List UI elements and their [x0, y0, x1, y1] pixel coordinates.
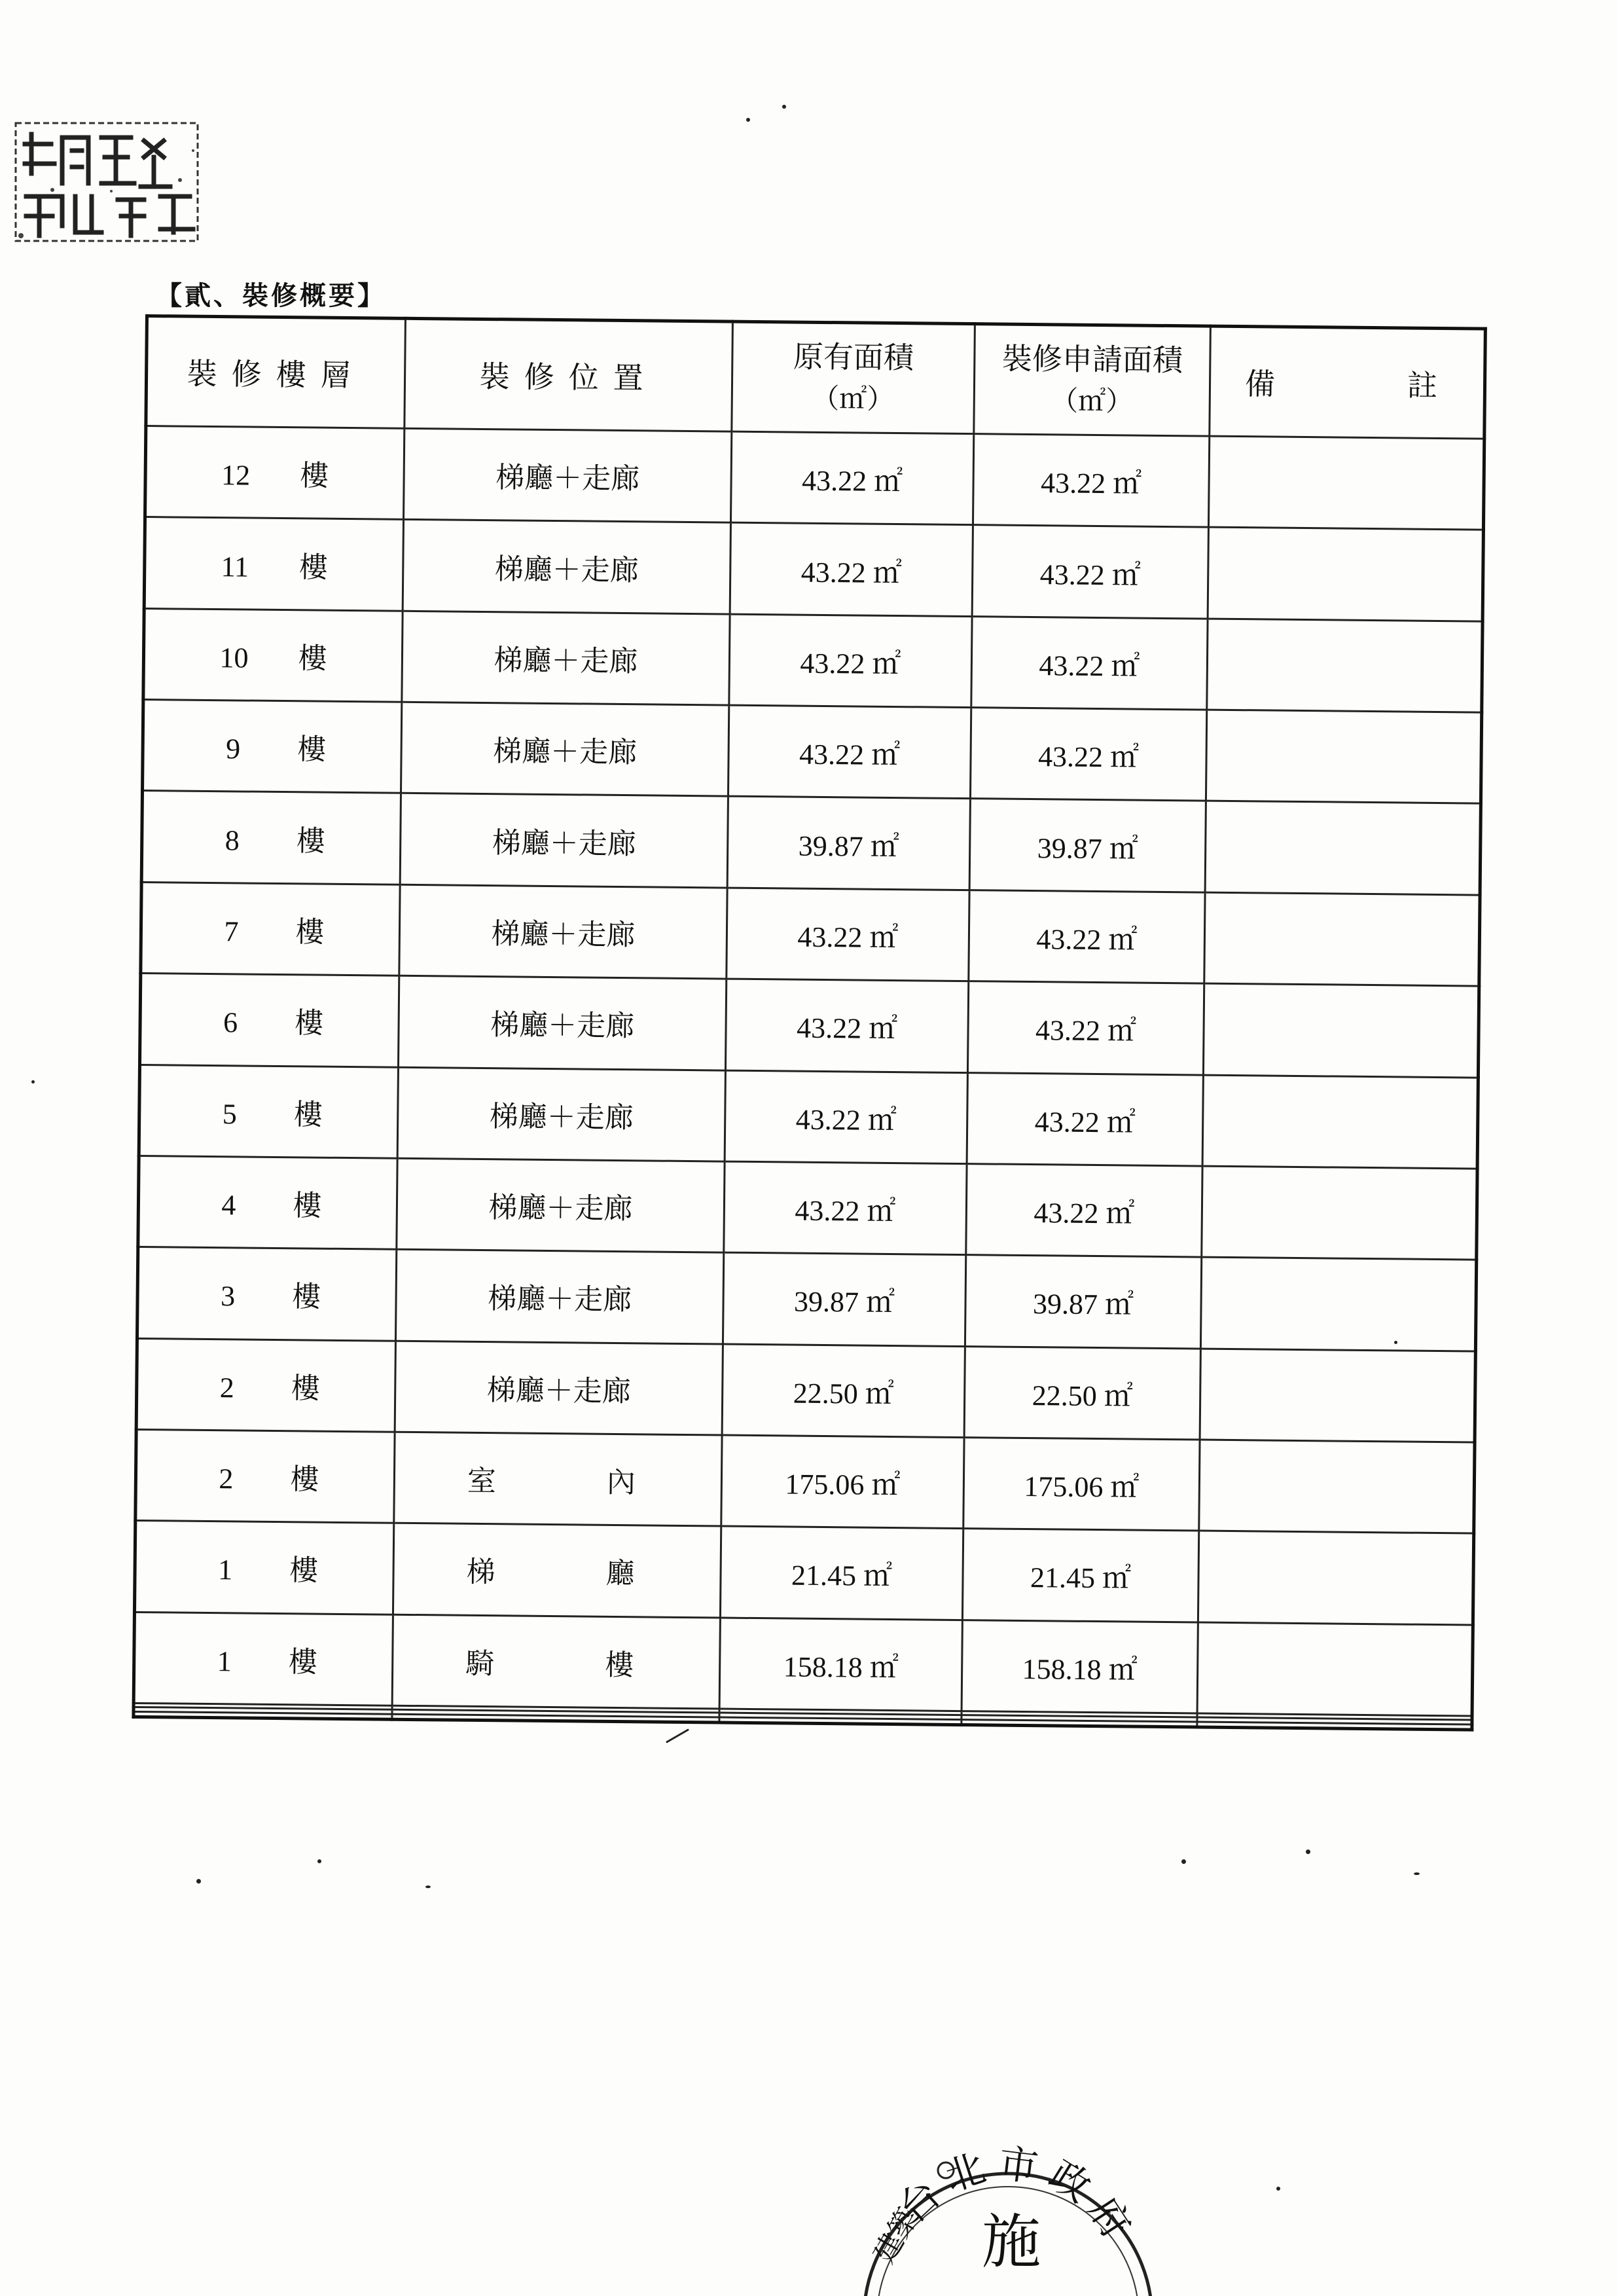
table-row: [134, 1612, 1473, 1716]
requested-area-cell: 22.50 ㎡: [964, 1346, 1200, 1440]
remarks-cell: [1206, 710, 1481, 803]
floor-cell: 4 樓: [138, 1156, 397, 1249]
requested-area-cell: 158.18 ㎡: [962, 1620, 1198, 1713]
svg-text:台北市政府: 台北市政府: [890, 2140, 1145, 2255]
table-row: [139, 974, 1479, 1078]
requested-area-cell: 43.22 ㎡: [970, 708, 1206, 801]
requested-area-cell: 43.22 ㎡: [969, 890, 1205, 983]
location-cell: 梯廳＋走廊: [401, 702, 728, 796]
table-row: [138, 1156, 1477, 1260]
location-cell: 騎 樓: [392, 1614, 720, 1709]
scan-speck: [1306, 1850, 1310, 1854]
original-area-cell: 43.22 ㎡: [728, 705, 971, 799]
floor-cell: 9 樓: [143, 700, 402, 793]
table-row: [141, 791, 1481, 895]
location-cell: 梯廳＋走廊: [395, 1341, 723, 1435]
table-row: [141, 882, 1480, 986]
original-area-cell: 39.87 ㎡: [727, 797, 970, 890]
requested-area-cell: 43.22 ㎡: [973, 434, 1209, 528]
scan-speck: [1394, 1341, 1397, 1344]
remarks-cell: [1200, 1257, 1476, 1351]
table-container: [132, 314, 1483, 1732]
floor-cell: 7 樓: [141, 882, 400, 975]
scan-speck: [425, 1886, 431, 1888]
floor-cell: 3 樓: [137, 1247, 396, 1341]
svg-text:施: 施: [982, 2208, 1041, 2276]
header-original-area: 原有面積 （㎡）: [732, 321, 975, 434]
table-row: [143, 608, 1483, 712]
original-area-cell: 43.22 ㎡: [730, 522, 973, 616]
scan-speck: [31, 1080, 35, 1084]
location-cell: 室 內: [394, 1432, 722, 1526]
location-cell: 梯廳＋走廊: [404, 428, 732, 522]
requested-area-cell: 43.22 ㎡: [966, 1163, 1202, 1257]
remarks-cell: [1200, 1349, 1475, 1442]
table-row: [137, 1247, 1476, 1351]
table-row: [134, 1521, 1473, 1625]
svg-text:建築: 建築: [867, 2202, 926, 2269]
location-cell: 梯廳＋走廊: [403, 520, 730, 614]
table-header-row: [146, 316, 1486, 439]
floor-cell: 8 樓: [141, 791, 401, 884]
requested-area-cell: 21.45 ㎡: [962, 1529, 1198, 1622]
original-area-cell: 43.22 ㎡: [724, 1161, 967, 1255]
remarks-cell: [1202, 1075, 1478, 1169]
remarks-cell: [1197, 1622, 1473, 1716]
floor-cell: 6 樓: [139, 974, 399, 1067]
floor-cell: 2 樓: [136, 1338, 395, 1432]
original-area-cell: 43.22 ㎡: [730, 431, 973, 525]
floor-cell: 1 樓: [134, 1612, 393, 1705]
remarks-cell: [1199, 1440, 1475, 1533]
renovation-summary-table: [132, 314, 1486, 1732]
scan-speck: [1181, 1859, 1186, 1864]
remarks-cell: [1208, 527, 1483, 621]
original-area-cell: 43.22 ㎡: [725, 1070, 967, 1164]
requested-area-cell: 39.87 ㎡: [965, 1255, 1201, 1349]
location-cell: 梯廳＋走廊: [397, 1067, 725, 1161]
floor-cell: 11 樓: [144, 517, 403, 611]
requested-area-cell: 43.22 ㎡: [972, 525, 1208, 619]
original-area-cell: 22.50 ㎡: [722, 1344, 965, 1438]
table-body: [134, 426, 1484, 1730]
scan-speck: [666, 1728, 689, 1743]
scan-speck: [746, 118, 750, 122]
floor-cell: 12 樓: [145, 426, 404, 520]
table-row: [136, 1338, 1475, 1442]
location-cell: 梯廳＋走廊: [399, 884, 727, 979]
table-row: [143, 700, 1482, 804]
location-cell: 梯 廳: [393, 1523, 721, 1618]
remarks-cell: [1208, 436, 1484, 530]
floor-cell: 2 樓: [135, 1429, 395, 1523]
remarks-cell: [1205, 801, 1481, 895]
location-cell: 梯廳＋走廊: [398, 975, 726, 1070]
remarks-cell: [1198, 1531, 1473, 1624]
remarks-cell: [1203, 983, 1479, 1077]
requested-area-cell: 43.22 ㎡: [971, 616, 1208, 710]
location-cell: 梯廳＋走廊: [397, 1158, 725, 1252]
original-area-cell: 158.18 ㎡: [719, 1618, 962, 1711]
original-area-cell: 43.22 ㎡: [729, 614, 972, 708]
section-title: 【貳、裝修概要】: [156, 280, 386, 311]
floor-cell: 5 樓: [139, 1065, 398, 1158]
header-floor: 裝修樓層: [146, 316, 406, 429]
header-location: 裝修位置: [404, 318, 733, 431]
floor-cell: 1 樓: [134, 1521, 393, 1614]
header-remarks: 備 註: [1210, 326, 1486, 439]
government-seal-icon: [851, 2121, 1152, 2296]
table-row: [144, 517, 1483, 621]
scan-speck: [1276, 2187, 1280, 2191]
remarks-cell: [1207, 619, 1483, 712]
original-area-cell: 43.22 ㎡: [725, 979, 968, 1072]
requested-area-cell: 39.87 ㎡: [969, 799, 1206, 892]
original-area-cell: 43.22 ㎡: [727, 888, 969, 981]
location-cell: 梯廳＋走廊: [400, 793, 728, 888]
scan-speck: [1414, 1872, 1420, 1875]
scan-speck: [317, 1859, 321, 1863]
table-row: [139, 1065, 1478, 1169]
floor-cell: 10 樓: [143, 608, 403, 702]
scan-speck: [782, 105, 786, 109]
requested-area-cell: 175.06 ㎡: [963, 1438, 1200, 1531]
table-row: [135, 1429, 1475, 1533]
scan-speck: [196, 1879, 201, 1884]
location-cell: 梯廳＋走廊: [395, 1249, 723, 1343]
remarks-cell: [1202, 1166, 1477, 1260]
square-stamp-seal-icon: [13, 118, 203, 246]
header-requested-area: 裝修申請面積 （㎡）: [974, 324, 1211, 436]
table-row: [145, 426, 1484, 530]
original-area-cell: 21.45 ㎡: [720, 1526, 963, 1620]
original-area-cell: 175.06 ㎡: [721, 1435, 964, 1529]
requested-area-cell: 43.22 ㎡: [967, 1072, 1203, 1166]
original-area-cell: 39.87 ㎡: [723, 1252, 965, 1346]
location-cell: 梯廳＋走廊: [402, 611, 730, 705]
remarks-cell: [1204, 892, 1480, 986]
requested-area-cell: 43.22 ㎡: [967, 981, 1204, 1075]
